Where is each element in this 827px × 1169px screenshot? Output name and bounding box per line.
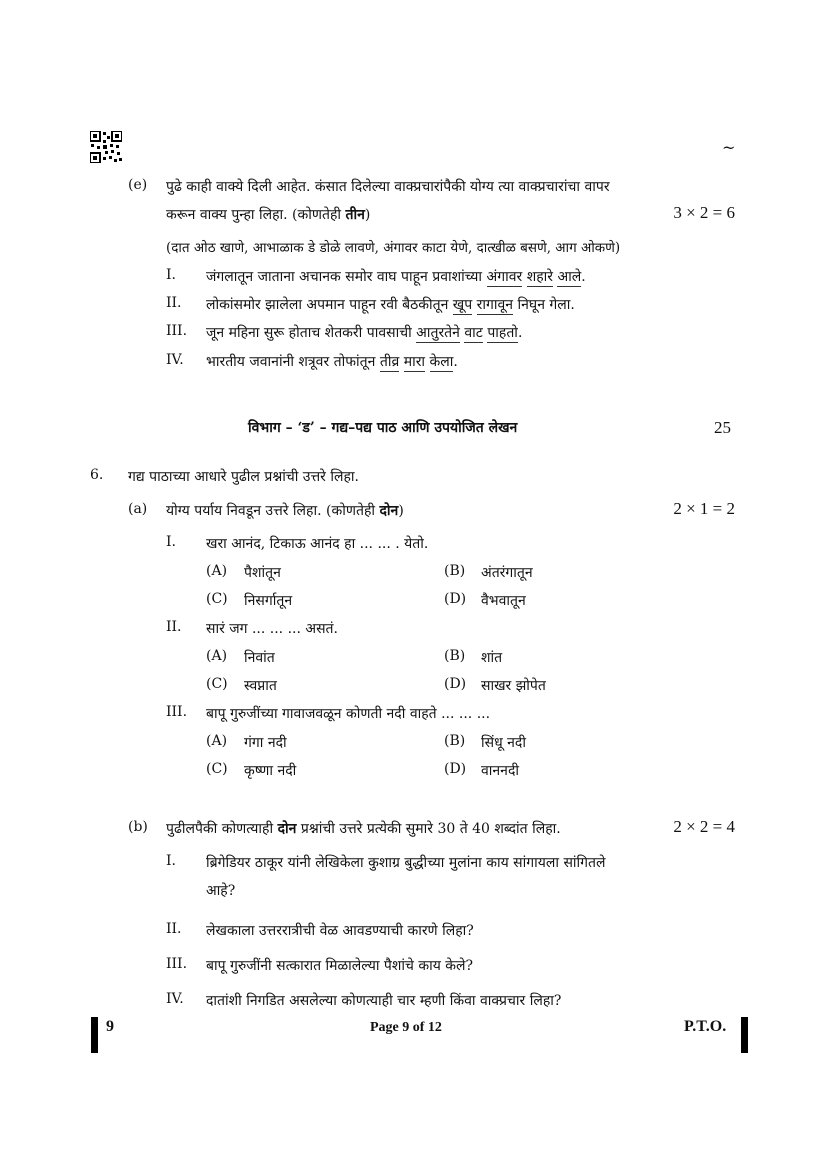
q6-number: 6.	[90, 467, 104, 483]
underlined-phrase: अंगावर	[486, 269, 523, 285]
option-label: (B)	[444, 733, 466, 749]
q5e-marks: 3 × 2 = 6	[673, 203, 735, 222]
underlined-phrase: पाहतो	[487, 325, 518, 341]
option-text: सिंधू नदी	[481, 735, 526, 751]
q6a-question-number: II.	[166, 619, 182, 635]
option-text: वैभवातून	[481, 593, 526, 609]
option-label: (B)	[444, 563, 466, 579]
option-text: स्वप्नात	[244, 678, 277, 694]
q6a-question-text: सारं जग ... ... ... असतं.	[206, 621, 338, 637]
q6a-question-text: खरा आनंद, टिकाऊ आनंद हा ... ... . येतो.	[206, 536, 429, 552]
option-text: साखर झोपेत	[481, 678, 546, 694]
sentence-text: .	[517, 325, 523, 341]
sentence-text	[425, 354, 429, 370]
underlined-phrase: रागावून	[476, 297, 514, 313]
footer-right-bar	[741, 1017, 748, 1053]
q6a-instruction: योग्य पर्याय निवडून उत्तरे लिहा. (कोणतेही दोन)	[166, 503, 404, 519]
q6b-question-number: III.	[166, 956, 188, 972]
q5e-item-text	[206, 323, 522, 342]
option-label: (B)	[444, 648, 466, 664]
q6b-instruction: पुढीलपैकी कोणत्याही दोन प्रश्नांची उत्तरे प्रत्येकी सुमारे 30 ते 40 शब्दांत लिहा.	[166, 821, 561, 837]
footer-pto: P.T.O.	[684, 1018, 727, 1035]
option-label: (A)	[206, 733, 228, 749]
sentence-text: जून महिना सुरू होताच शेतकरी पावसाची	[206, 325, 417, 341]
header-tilde: ~	[722, 138, 736, 157]
sentence-text: लोकांसमोर झालेला अपमान पाहून रवी बैठकीतून	[206, 297, 453, 313]
option-text: गंगा नदी	[244, 735, 287, 751]
underlined-phrase: मारा	[403, 354, 426, 370]
option-label: (A)	[206, 648, 228, 664]
q6b-question-number: IV.	[166, 991, 184, 1007]
q5e-label: (e)	[128, 177, 148, 193]
option-label: (C)	[206, 676, 228, 692]
underlined-phrase: खूप	[452, 297, 473, 313]
q6-instruction: गद्य पाठाच्या आधारे पुढील प्रश्नांची उत्तरे लिहा.	[128, 469, 359, 485]
option-text: पैशांतून	[244, 565, 281, 581]
q6b-marks: 2 × 2 = 4	[673, 817, 735, 836]
sentence-text: निघून गेला.	[517, 297, 575, 313]
q6a-question-number: I.	[166, 534, 176, 550]
sentence-text	[472, 297, 476, 313]
option-label: (D)	[444, 591, 467, 607]
option-text: कृष्णा नदी	[244, 763, 297, 779]
option-label: (D)	[444, 676, 467, 692]
section-marks: 25	[714, 418, 731, 437]
q5e-item-text	[206, 267, 586, 286]
section-title: विभाग – ‘ड’ – गद्य–पद्य पाठ आणि उपयोजित लेखन	[248, 420, 518, 436]
option-label: (A)	[206, 563, 228, 579]
footer-page-number: 9	[106, 1018, 114, 1035]
underlined-phrase: आतुरतेने	[416, 325, 460, 341]
q6a-marks: 2 × 1 = 2	[673, 499, 735, 518]
q5e-item-number: I.	[166, 267, 176, 283]
underlined-phrase: आले	[557, 269, 582, 285]
q5e-instruction-line2: करून वाक्य पुन्हा लिहा. (कोणतेही तीन)	[166, 207, 371, 223]
q6b-question-text: दातांशी निगडित असलेल्या कोणत्याही चार म्हणी किंवा वाक्प्रचार लिहा?	[206, 993, 562, 1009]
option-text: निसर्गातून	[244, 593, 293, 609]
footer-page-label: Page 9 of 12	[370, 1020, 442, 1035]
underlined-phrase: तीव्र	[379, 354, 400, 370]
qr-code-icon	[90, 131, 122, 163]
option-label: (C)	[206, 761, 228, 777]
q6b-question-number: II.	[166, 921, 182, 937]
q6b-question-text-cont: आहे?	[206, 883, 236, 899]
sentence-text: भारतीय जवानांनी शत्रूवर तोफांतून	[206, 354, 380, 370]
q6b-question-text: ब्रिगेडियर ठाकूर यांनी लेखिकेला कुशाग्र बुद्धीच्या मुलांना काय सांगायला सांगितले	[206, 855, 606, 871]
q6a-question-number: III.	[166, 704, 188, 720]
q5e-item-number: II.	[166, 295, 182, 311]
option-text: शांत	[481, 650, 503, 666]
q6a-question-text: बापू गुरुजींच्या गावाजवळून कोणती नदी वाहते ... ... ...	[206, 706, 491, 722]
q5e-item-number: IV.	[166, 352, 184, 368]
underlined-phrase: वाट	[464, 325, 483, 341]
q5e-item-number: III.	[166, 323, 188, 339]
footer-left-bar	[91, 1017, 98, 1053]
option-text: वाननदी	[481, 763, 520, 779]
underlined-phrase: शहारे	[526, 269, 553, 285]
option-label: (D)	[444, 761, 467, 777]
sentence-text: .	[453, 354, 458, 370]
q6b-label: (b)	[128, 819, 148, 835]
sentence-text: .	[581, 269, 586, 285]
q6b-question-text: लेखकाला उत्तररात्रीची वेळ आवडण्याची कारणे लिहा?	[206, 923, 474, 939]
option-text: निवांत	[244, 650, 275, 666]
q6b-question-number: I.	[166, 853, 176, 869]
underlined-phrase: केला	[429, 354, 454, 370]
q5e-options: (दात ओठ खाणे, आभाळाक डे डोळे लावणे, अंगावर काटा येणे, दात्खीळ बसणे, आग ओकणे)	[166, 240, 621, 256]
option-label: (C)	[206, 591, 228, 607]
sentence-text: जंगलातून जाताना अचानक समोर वाघ पाहून प्रवाशांच्या	[206, 269, 487, 285]
q5e-item-text	[206, 352, 458, 371]
q6b-question-text: बापू गुरुजींनी सत्कारात मिळालेल्या पैशांचे काय केले?	[206, 958, 474, 974]
option-text: अंतरंगातून	[481, 565, 533, 581]
q6a-label: (a)	[128, 501, 148, 517]
q5e-instruction-line1: पुढे काही वाक्ये दिली आहेत. कंसात दिलेल्या वाक्प्रचारांपैकी योग्य त्या वाक्प्रचारांचा वापर	[166, 179, 610, 195]
q5e-item-text	[206, 295, 575, 314]
